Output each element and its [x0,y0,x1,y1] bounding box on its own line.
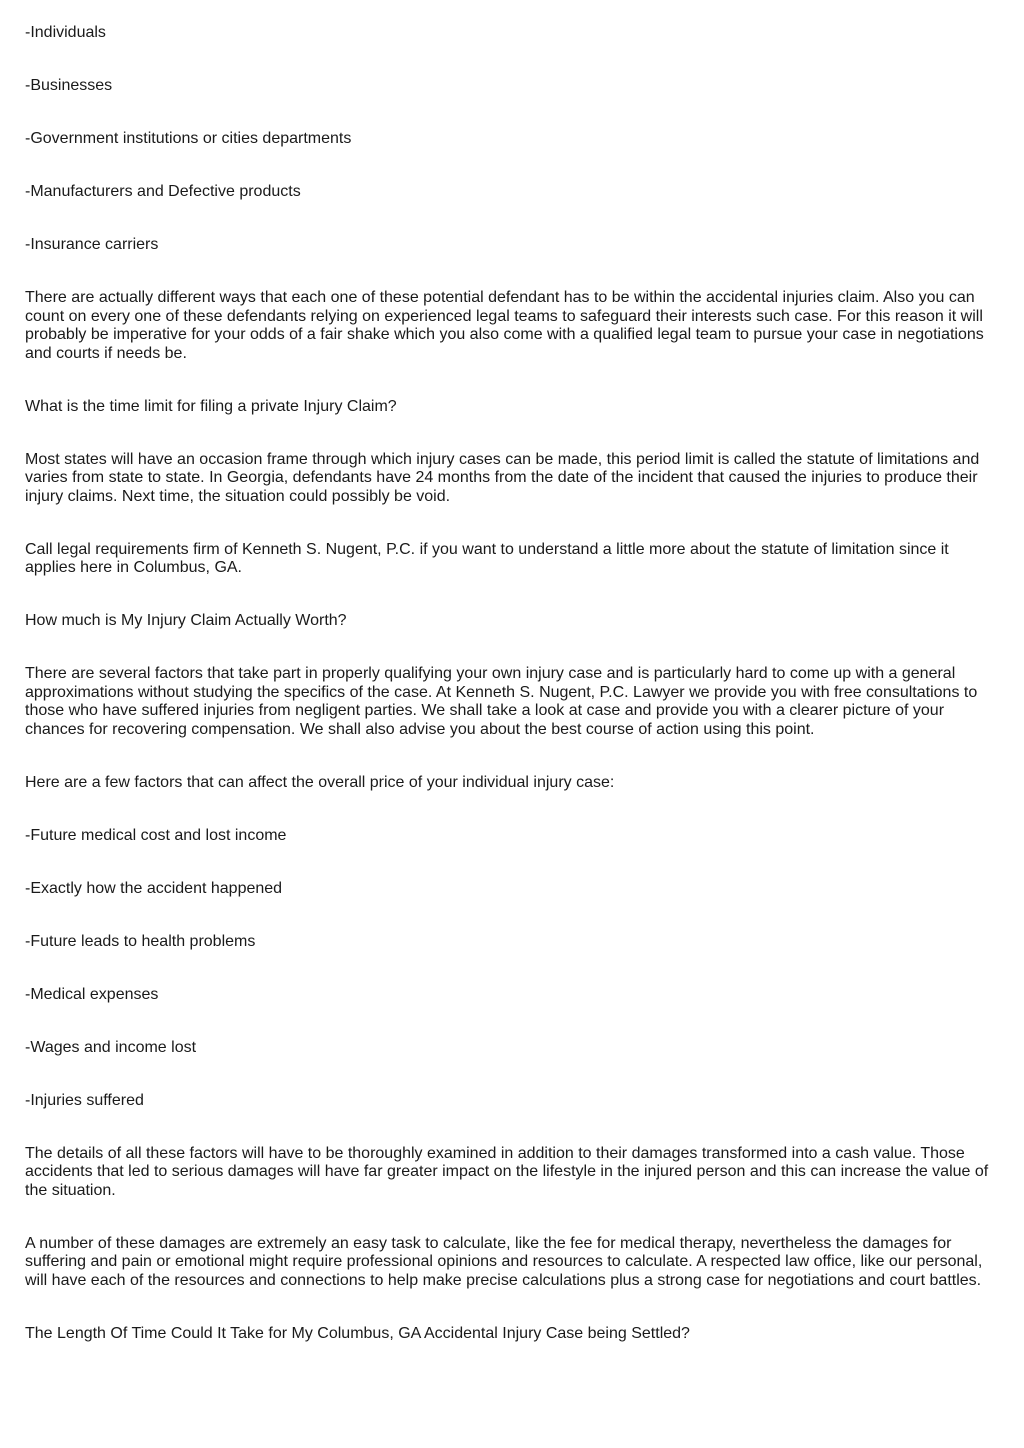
document-body [25,24,1001,1378]
list-item-government: -Government institutions or cities departments [25,130,352,147]
paragraph-details: The details of all these factors will have to be thoroughly examined in addition to their damages transformed into a cash value. Those accidents that led to serious damages will have far greater impact on the lifestyle in the injured person and this can increase the value of the situation. [25,1144,989,1199]
list-item-businesses: -Businesses [25,77,113,94]
list-item-accident: -Exactly how the accident happened [25,879,283,897]
list-item-injuries: -Injuries suffered [25,1091,144,1109]
heading-claim-worth: How much is My Injury Claim Actually Worth? [25,612,347,629]
paragraph-factors-intro: Here are a few factors that can affect the overall price of your individual injury case: [25,773,615,791]
paragraph-damages: A number of these damages are extremely an easy task to calculate, like the fee for medical therapy, nevertheless the damages for suffering and pain or emotional might require professional opinions and resources to calculate. A respected law office, like our personal, will have each of the resources and connections to help make precise calculations plus a strong case for negotiations and court battles. [25,1234,983,1289]
heading-settlement-time: The Length Of Time Could It Take for My Columbus, GA Accidental Injury Case being Settled? [25,1324,690,1342]
list-item-wages: -Wages and income lost [25,1038,197,1056]
list-item-health: -Future leads to health problems [25,932,256,950]
paragraph-factors: There are several factors that take part in properly qualifying your own injury case and is particularly hard to come up with a general approximations without studying the specifics of the case. At Kenneth S. Nugent, P.C. Lawyer we provide you with free consultations to those who have suffered injuries from negligent parties. We shall take a look at case and provide you with a clearer picture of your chances for recovering compensation. We shall also advise you about the best course of action using this point. [25,665,978,738]
paragraph-defendants: There are actually different ways that each one of these potential defendant has to be within the accidental injuries claim. Also you can count on every one of these defendants relying on experienced legal teams to safeguard their interests such case. For this reason it will probably be imperative for your odds of a fair shake which you also come with a qualified legal team to pursue your case in negotiations and courts if needs be. [25,289,984,362]
heading-time-limit: What is the time limit for filing a private Injury Claim? [25,397,397,415]
list-item-individuals: -Individuals [25,24,106,41]
list-item-manufacturers: -Manufacturers and Defective products [25,183,301,200]
list-item-medical-expenses: -Medical expenses [25,985,159,1003]
list-item-future-medical: -Future medical cost and lost income [25,826,287,844]
paragraph-statute: Most states will have an occasion frame through which injury cases can be made, this period limit is called the statute of limitations and varies from state to state. In Georgia, defendants have 24 months from the date of the incident that caused the injuries to produce their injury claims. Next time, the situation could possibly be void. [25,450,980,505]
list-item-insurance: -Insurance carriers [25,236,159,253]
paragraph-call-firm: Call legal requirements firm of Kenneth S. Nugent, P.C. if you want to understand a little more about the statute of limitation since it applies here in Columbus, GA. [25,540,949,576]
